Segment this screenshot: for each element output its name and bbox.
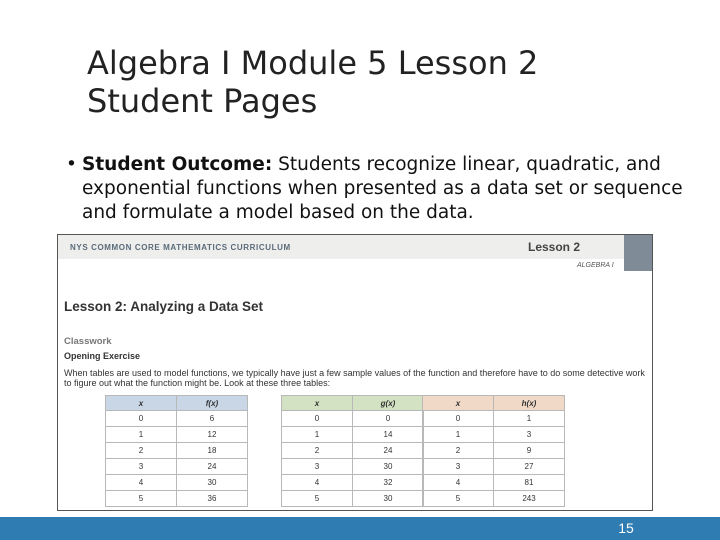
table-row [282,443,424,459]
table-row [106,443,248,459]
page-number: 15 [618,520,634,536]
subject-label: ALGEBRA I [577,262,614,269]
table-cell: 5 [423,491,494,507]
table-cell: 0 [106,411,177,427]
classwork-heading: Classwork [64,336,112,347]
table-row [423,491,565,507]
table-row [423,411,565,427]
bullet-label: Student Outcome: [82,154,273,175]
intro-paragraph: When tables are used to model functions, we typically have just a few sample values of the function and therefore have to do some detective work to figure out what the function might be. Look at these three tables: [64,368,645,388]
table-cell: 1 [282,427,353,443]
table-cell: 5 [106,491,177,507]
bullet-marker: • [66,154,77,175]
table-cell: 30 [353,491,424,507]
table-f [105,395,248,507]
column-header: f(x) [177,396,248,411]
table-row [282,459,424,475]
column-header: x [282,396,353,411]
footer-bar [0,517,720,540]
opening-exercise-heading: Opening Exercise [64,351,141,361]
table-row [423,459,565,475]
table-row [106,491,248,507]
table-cell: 0 [282,411,353,427]
table-row [282,427,424,443]
table-cell: 3 [282,459,353,475]
table-cell: 12 [177,427,248,443]
table-row [282,491,424,507]
table-cell: 2 [282,443,353,459]
slide-title-line-1: Algebra I Module 5 Lesson 2 [87,44,539,82]
table-h [422,395,565,507]
table-cell: 30 [353,459,424,475]
column-header: g(x) [353,396,424,411]
table-header-row [423,396,565,411]
header-tab [624,235,652,271]
slide-title [87,44,647,120]
table-cell: 32 [353,475,424,491]
table-row [282,411,424,427]
bullet-text: Students recognize linear, quadratic, and exponential functions when presented as a data set or sequence and formulate a model based on the data. [82,154,683,223]
table-cell: 14 [353,427,424,443]
table-header-row [282,396,424,411]
table-cell: 24 [177,459,248,475]
table-row [423,427,565,443]
table-cell: 3 [106,459,177,475]
table-cell: 36 [177,491,248,507]
document-header-band [58,235,652,259]
curriculum-header: NYS COMMON CORE MATHEMATICS CURRICULUM [70,243,291,252]
slide-title-line-2: Student Pages [87,82,318,120]
bullet-text-block [82,153,706,225]
column-header: h(x) [494,396,565,411]
table-cell: 24 [353,443,424,459]
table-cell: 1 [106,427,177,443]
table-row [106,459,248,475]
table-row [106,427,248,443]
table-cell: 1 [423,427,494,443]
table-cell: 0 [423,411,494,427]
table-cell: 30 [177,475,248,491]
table-cell: 4 [282,475,353,491]
table-row [423,443,565,459]
table-cell: 5 [282,491,353,507]
table-cell: 243 [494,491,565,507]
table-cell: 0 [353,411,424,427]
table-row [282,475,424,491]
table-cell: 81 [494,475,565,491]
table-row [106,411,248,427]
table-header-row [106,396,248,411]
table-cell: 27 [494,459,565,475]
table-cell: 2 [423,443,494,459]
table-cell: 2 [106,443,177,459]
lesson-number-header: Lesson 2 [528,240,581,254]
column-header: x [106,396,177,411]
table-cell: 4 [106,475,177,491]
table-row [106,475,248,491]
table-cell: 9 [494,443,565,459]
table-cell: 3 [494,427,565,443]
column-header: x [423,396,494,411]
table-cell: 1 [494,411,565,427]
table-cell: 18 [177,443,248,459]
lesson-page-image [57,234,653,511]
lesson-title: Lesson 2: Analyzing a Data Set [64,299,264,314]
table-g [281,395,424,507]
table-cell: 3 [423,459,494,475]
student-outcome-bullet [66,153,706,225]
table-cell: 4 [423,475,494,491]
table-cell: 6 [177,411,248,427]
table-row [423,475,565,491]
